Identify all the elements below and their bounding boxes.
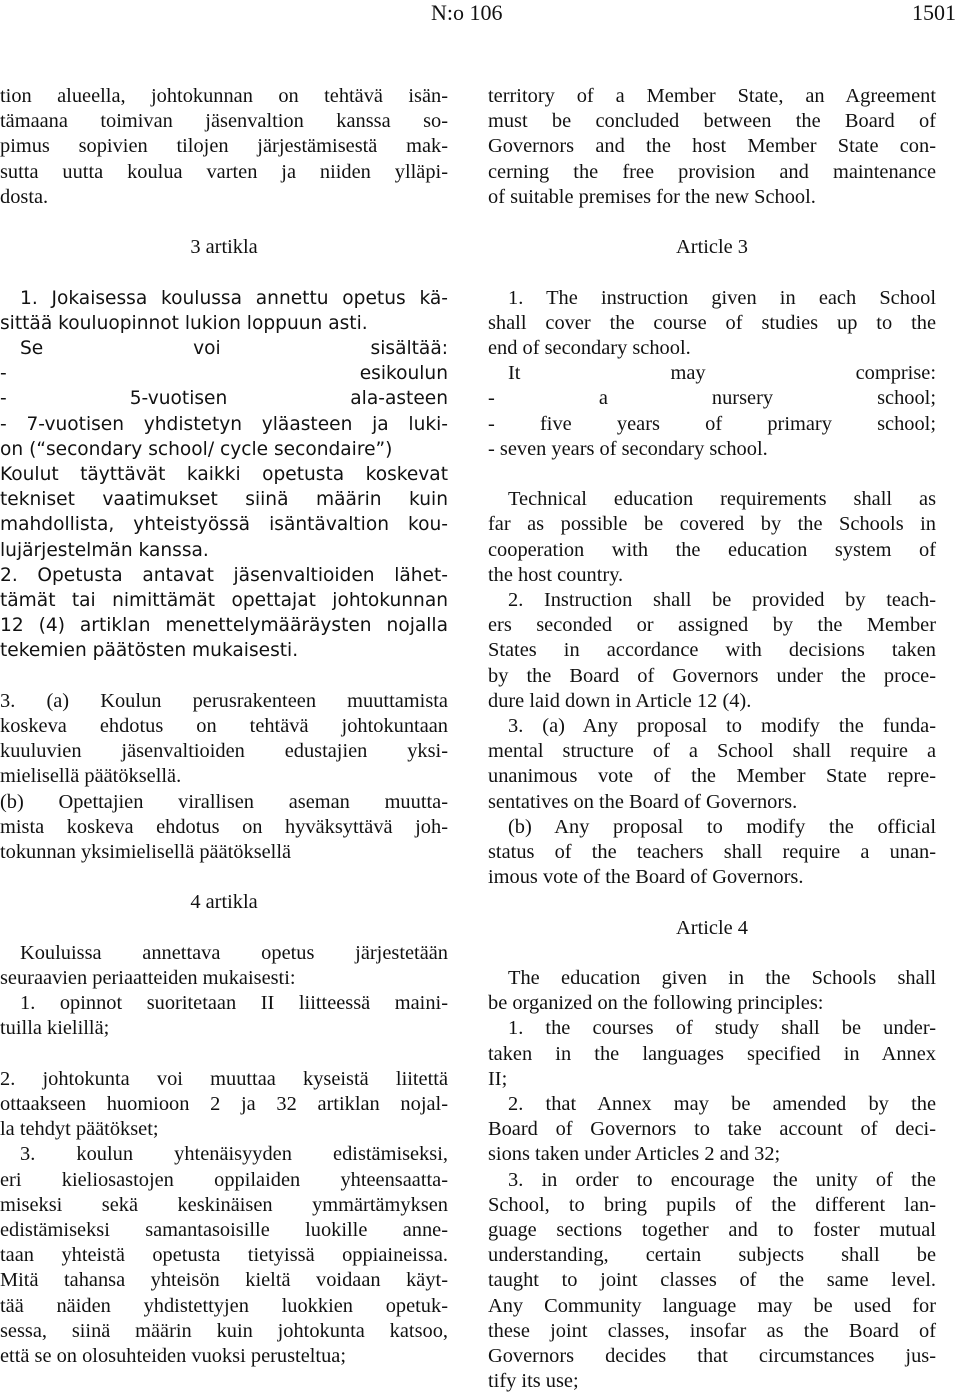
article-3-paragraph-2 xyxy=(0,563,448,664)
article-4-paragraph-1 xyxy=(0,991,448,1041)
text-line: of suitable premises for the new School. xyxy=(488,185,816,208)
article-3-paragraph-1 xyxy=(0,286,448,336)
text-line: koskeva ehdotus on tehtävä johtokuntaan xyxy=(0,715,448,738)
article-4-heading: Article 4 xyxy=(676,916,748,939)
text-line: miseksi sekä keskinäisen ymmärtämyksen xyxy=(0,1193,448,1216)
text-line: The education given in the Schools shall xyxy=(508,967,936,990)
text-line: 3. (a) Any proposal to modify the funda- xyxy=(508,715,936,738)
text-line: cerning the free provision and maintenance xyxy=(488,160,936,183)
article-4-intro xyxy=(488,966,936,1016)
text-line: 1. opinnot suoritetaan II liitteessä maini- xyxy=(20,992,448,1015)
article-3-heading: 3 artikla xyxy=(190,236,258,259)
text-line: 1. The instruction given in each School xyxy=(508,286,936,309)
text-line: tion alueella, johtokunnan on tehtävä isän- xyxy=(0,85,448,107)
text-line: 3. koulun yhtenäisyyden edistämiseksi, xyxy=(20,1143,448,1166)
text-line: tify its use; xyxy=(488,1370,579,1393)
issue-number: N:o 106 xyxy=(431,0,503,25)
text-line: dosta. xyxy=(0,185,49,208)
text-line: mental structure of a School shall require a xyxy=(488,740,936,763)
text-line: tämaana toimivan jäsenvaltion kanssa so- xyxy=(0,110,448,133)
article-4-paragraph-3 xyxy=(0,1142,448,1369)
text-line: - 5-vuotisen ala-asteen xyxy=(0,388,448,410)
text-line: tekniset vaatimukset siinä määrin kuin xyxy=(0,489,448,511)
text-line: Any Community language may be used for xyxy=(488,1294,936,1317)
text-line: II; xyxy=(488,1067,508,1090)
article-4-paragraph-2 xyxy=(488,1092,936,1168)
article-3-paragraph-3b xyxy=(488,815,936,891)
finnish-column xyxy=(0,84,448,1369)
text-line: ottaakseen huomioon 2 ja 32 artiklan nojal- xyxy=(0,1093,448,1116)
text-line: on (“secondary school/ cycle secondaire”) xyxy=(0,438,393,460)
text-line: tämät tai nimittämät opettajat johtokunnan xyxy=(0,590,448,612)
article-3-paragraph-1 xyxy=(488,286,936,362)
text-line: 2. Opetusta antavat jäsenvaltioiden lähet- xyxy=(0,564,448,586)
text-line: shall cover the course of studies up to the xyxy=(488,311,936,334)
text-line: by the Board of Governors under the proce- xyxy=(488,664,936,687)
text-line: dure laid down in Article 12 (4). xyxy=(488,689,752,712)
text-line: guage sections together and to foster mutual xyxy=(488,1219,936,1242)
text-line: pimus sopivien tilojen järjestämisestä mak- xyxy=(0,135,448,158)
article-3-paragraph-2 xyxy=(488,588,936,714)
text-line: seuraavien periaatteiden mukaisesti: xyxy=(0,967,296,990)
text-line: taught to joint classes of the same level. xyxy=(488,1269,936,1292)
article-4-intro xyxy=(0,941,448,991)
english-column xyxy=(488,84,936,1394)
text-line: Se voi sisältää: xyxy=(20,338,448,359)
text-line: mahdollista, yhteistyössä isäntävaltion kou- xyxy=(0,514,448,536)
text-line: tokunnan yksimielisellä päätöksellä xyxy=(0,841,292,864)
text-line: School, to bring pupils of the different lan- xyxy=(488,1193,936,1216)
article-4-paragraph-1 xyxy=(488,1016,936,1092)
text-line: - seven years of secondary school. xyxy=(488,437,768,460)
text-line: - esikoulun xyxy=(0,363,448,385)
text-line: mielisellä päätöksellä. xyxy=(0,765,182,788)
text-line: be organized on the following principles: xyxy=(488,992,824,1015)
text-line: 2. Instruction shall be provided by teach- xyxy=(508,589,936,612)
text-line: tuilla kielillä; xyxy=(0,1017,110,1040)
text-line: sessa, siinä määrin kuin johtokunta katsoo, xyxy=(0,1319,448,1342)
text-line: taken in the languages specified in Annex xyxy=(488,1042,936,1065)
article-4-paragraph-2 xyxy=(0,1067,448,1143)
text-line: (b) Any proposal to modify the official xyxy=(508,815,936,838)
text-line: mista koskeva ehdotus on hyväksyttävä joh- xyxy=(0,815,448,838)
text-line: Board of Governors to take account of deci- xyxy=(488,1118,936,1141)
text-line: territory of a Member State, an Agreement xyxy=(488,85,936,107)
article-3-paragraph-3a xyxy=(488,714,936,815)
page-number: 1501 xyxy=(912,0,956,25)
text-line: sutta uutta koulua varten ja niiden ylläpi- xyxy=(0,160,448,183)
text-line: - a nursery school; xyxy=(488,387,936,410)
text-line: 12 (4) artiklan menettelymääräysten nojalla xyxy=(0,615,448,637)
text-line: 3. (a) Koulun perusrakenteen muuttamista xyxy=(0,689,448,712)
text-line: että se on olosuhteiden vuoksi perusteltua; xyxy=(0,1345,347,1368)
text-line: edistämiseksi samantasoisille luokille anne- xyxy=(0,1219,448,1242)
text-line: - five years of primary school; xyxy=(488,412,936,435)
page-header xyxy=(0,0,960,28)
text-line: kuuluvien jäsenvaltioiden edustajien yksi- xyxy=(0,740,448,763)
text-line: end of secondary school. xyxy=(488,337,691,359)
article-4-paragraph-3 xyxy=(488,1168,936,1395)
text-line: Governors decides that circumstances jus- xyxy=(488,1345,936,1368)
text-line: eri kieliosastojen oppilaiden yhteensaatta- xyxy=(0,1168,448,1191)
text-line: cooperation with the education system of xyxy=(488,538,936,561)
text-line: - 7-vuotisen yhdistetyn yläasteen ja luki- xyxy=(0,413,448,435)
article-3-paragraph-3a xyxy=(0,689,448,790)
intro-paragraph xyxy=(0,84,448,210)
text-line: Mitä tahansa yhteisön kieltä voidaan käyt- xyxy=(0,1269,448,1292)
text-line: It may comprise: xyxy=(508,362,936,385)
article-3-heading: Article 3 xyxy=(676,236,748,259)
text-line: Governors and the host Member State con- xyxy=(488,135,936,158)
text-line: tää näiden yhdistettyjen luokkien opetuk- xyxy=(0,1294,448,1317)
text-line: taan yhteistä opetusta tietyissä oppiaineissa. xyxy=(0,1244,448,1267)
text-line: la tehdyt päätökset; xyxy=(0,1118,159,1141)
text-line: Technical education requirements shall as xyxy=(508,488,936,511)
text-line: the host country. xyxy=(488,563,624,586)
text-line: Koulut täyttävät kaikki opetusta koskevat xyxy=(0,464,448,486)
text-line: 2. that Annex may be amended by the xyxy=(508,1093,936,1116)
text-line: understanding, certain subjects shall be xyxy=(488,1244,936,1267)
text-line: ers seconded or assigned by the Member xyxy=(488,614,936,637)
text-line: unanimous vote of the Member State repre- xyxy=(488,765,936,788)
article-3-list xyxy=(488,361,936,462)
text-line: 1. the courses of study shall be under- xyxy=(508,1017,936,1040)
article-3-technical xyxy=(0,462,448,563)
text-line: 2. johtokunta voi muuttaa kyseistä liitettä xyxy=(0,1067,448,1090)
article-3-paragraph-3b xyxy=(0,790,448,866)
text-line: States in accordance with decisions taken xyxy=(488,639,936,662)
text-line: lujärjestelmän kanssa. xyxy=(0,539,209,561)
text-line: 3. in order to encourage the unity of the xyxy=(508,1168,936,1191)
text-line: far as possible be covered by the Schools in xyxy=(488,513,936,536)
article-3-technical xyxy=(488,487,936,588)
text-line: these joint classes, insofar as the Board of xyxy=(488,1319,936,1342)
text-line: sentatives on the Board of Governors. xyxy=(488,790,798,813)
article-3-list xyxy=(0,336,448,462)
text-line: imous vote of the Board of Governors. xyxy=(488,866,804,889)
text-line: must be concluded between the Board of xyxy=(488,110,936,133)
text-line: status of the teachers shall require a unan- xyxy=(488,841,936,864)
text-line: sittää kouluopinnot lukion loppuun asti. xyxy=(0,312,368,334)
text-line: tekemien päätösten mukaisesti. xyxy=(0,640,299,662)
text-line: Kouluissa annettava opetus järjestetään xyxy=(20,941,448,964)
intro-paragraph xyxy=(488,84,936,210)
article-4-heading: 4 artikla xyxy=(190,891,258,914)
text-line: sions taken under Articles 2 and 32; xyxy=(488,1143,781,1166)
text-line: 1. Jokaisessa koulussa annettu opetus kä- xyxy=(20,287,448,309)
text-line: (b) Opettajien virallisen aseman muutta- xyxy=(0,790,448,813)
